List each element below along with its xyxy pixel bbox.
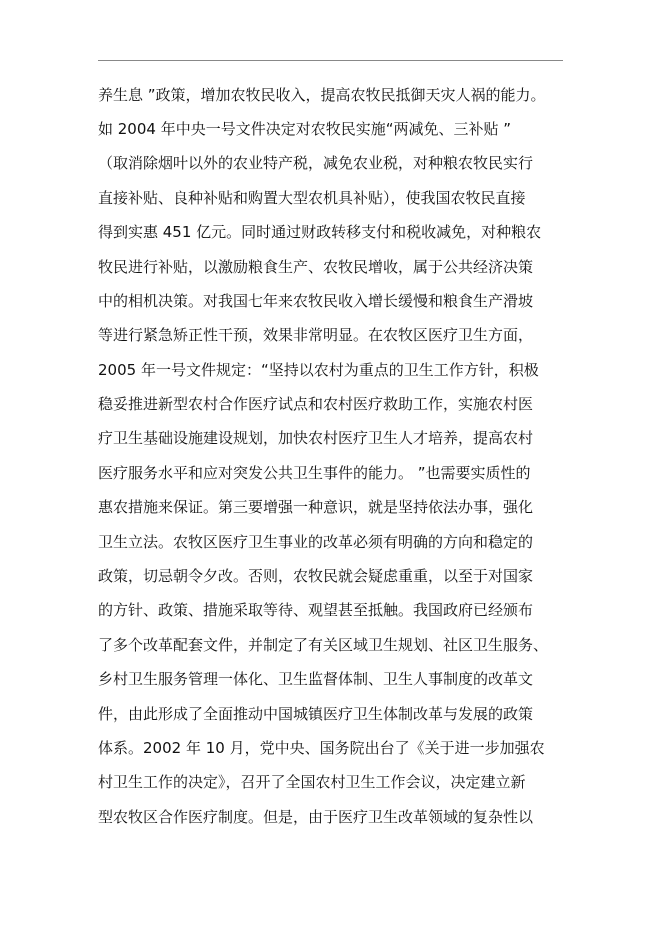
text-line: 件，由此形成了全面推动中国城镇医疗卫生体制改革与发展的政策 (98, 705, 534, 723)
text-line: 卫生立法。农牧区医疗卫生事业的改革必须有明确的方向和稳定的 (98, 533, 534, 551)
text-line: 疗卫生基础设施建设规划，加快农村医疗卫生人才培养，提高农村 (98, 429, 534, 447)
text-line: 中的相机决策。对我国七年来农牧民收入增长缓慢和粮食生产滑坡 (98, 292, 534, 310)
text-line: 养生息 ”政策，增加农牧民收入，提高农牧民抵御天灾人祸的能力。 (98, 86, 546, 104)
text-line: 村卫生工作的决定》，召开了全国农村卫生工作会议，决定建立新 (98, 773, 526, 791)
text-line: 如 2004 年中央一号文件决定对农牧民实施“两减免、三补贴 ” (98, 120, 512, 138)
text-line: 稳妥推进新型农村合作医疗试点和农村医疗救助工作，实施农村医 (98, 395, 534, 413)
text-line: 得到实惠 451 亿元。同时通过财政转移支付和税收减免，对种粮农 (98, 223, 542, 241)
text-line: 等进行紧急矫正性干预，效果非常明显。在农牧区医疗卫生方面， (98, 326, 534, 344)
text-line: 体系。2002 年 10 月，党中央、国务院出台了《关于进一步加强农 (98, 739, 545, 757)
text-line: （取消除烟叶以外的农业特产税，减免农业税，对种粮农牧民实行 (98, 154, 534, 172)
text-line: 了多个改革配套文件，并制定了有关区域卫生规划、社区卫生服务、 (98, 636, 549, 654)
text-line: 的方针、政策、措施采取等待、观望甚至抵触。我国政府已经颁布 (98, 601, 534, 619)
text-line: 医疗服务水平和应对突发公共卫生事件的能力。 ”也需要实质性的 (98, 464, 531, 482)
text-line: 政策，切忌朝令夕改。否则，农牧民就会疑虑重重，以至于对国家 (98, 567, 534, 585)
text-line: 惠农措施来保证。第三要增强一种意识，就是坚持依法办事，强化 (98, 498, 534, 516)
text-line: 乡村卫生服务管理一体化、卫生监督体制、卫生人事制度的改革文 (98, 670, 534, 688)
header-divider (98, 60, 563, 61)
text-line: 型农牧区合作医疗制度。但是，由于医疗卫生改革领域的复杂性以 (98, 808, 534, 826)
text-line: 2005 年一号文件规定：“坚持以农村为重点的卫生工作方针，积极 (98, 361, 539, 379)
text-line: 直接补贴、良种补贴和购置大型农机具补贴），使我国农牧民直接 (98, 189, 526, 207)
text-line: 牧民进行补贴，以激励粮食生产、农牧民增收，属于公共经济决策 (98, 258, 534, 276)
